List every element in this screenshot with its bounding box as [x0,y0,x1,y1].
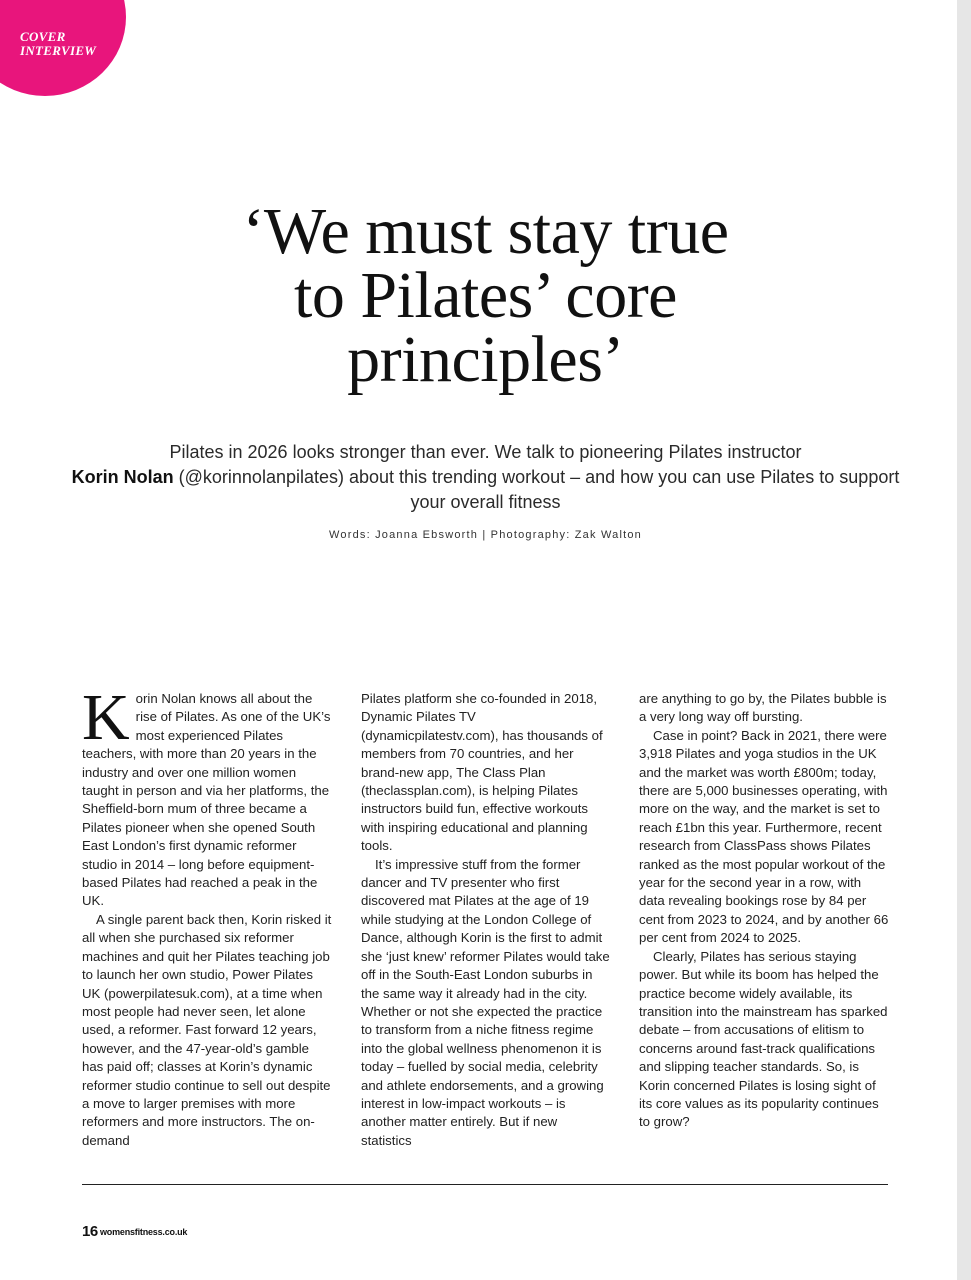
paragraph [82,681,332,911]
credits: Words: Joanna Ebsworth | Photography: Zak Walton [329,529,642,541]
headline-line3: principles’ [347,323,624,396]
headline-line1: ‘We must stay true [242,195,729,268]
paragraph: A single parent back then, Korin risked it all when she purchased six reformer machines and quit her Pilates teaching job to launch her own studio, Power Pilates UK (powerpilatesuk.com), at a time when most people had never seen, let alone used, a reformer. Fast forward 12 years, however, and the 47-year-old’s gamble has paid off; classes at Korin’s dynamic reformer studio continue to sell out despite a move to larger premises with more reformers and more instructors. The on-demand [82,911,332,1148]
paragraph: Clearly, Pilates has serious staying power. But while its boom has helped the practice become widely available, its transition into the mainstream has sparked debate – from accusations of elitism to concerns around fast-track qualifications and slipping teacher standards. So, is Korin concerned Pilates is losing sight of its core values as its popularity continues to grow? [639,948,888,1130]
section-label-line1: COVER [20,29,66,44]
section-label [20,30,96,58]
headline [100,195,871,396]
standfirst [60,440,911,515]
article-column-3 [639,690,889,1132]
section-label-line2: INTERVIEW [20,43,97,58]
standfirst-intro: Pilates in 2026 looks stronger than ever. We talk to pioneering Pilates instructor [169,442,802,462]
paragraph-text: orin Nolan knows all about the rise of Pilates. As one of the UK’s most experienced Pilates teachers, with more than 20 years in the industry and over one million women taught in person and via her platforms, the Sheffield-born mum of three became a Pilates pioneer when she opened South East London’s first dynamic reformer studio in 2014 – long before equipment-based Pilates had reached a peak in the UK. [82,691,331,909]
paragraph: Pilates platform she co-founded in 2018, Dynamic Pilates TV (dynamicpilatestv.com), has thousands of members from 70 countries, and her brand-new app, The Class Plan (theclassplan.com), is helping Pilates instructors build fun, effective workouts with inspiring educational and planning tools. [361,691,603,854]
footer-rule [82,1184,888,1185]
article-column-2 [361,690,611,1150]
headline-line2: to Pilates’ core [294,259,677,332]
interviewee-name: Korin Nolan [71,467,174,487]
standfirst-rest: (@korinnolanpilates) about this trending workout – and how you can use Pilates to support your overall fitness [173,467,900,512]
paragraph: It’s impressive stuff from the former dancer and TV presenter who first discovered mat Pilates at the age of 19 while studying at the London College of Dance, although Korin is the first to admit she ‘just knew’ reformer Pilates would take off in the South-East London suburbs in the same way it already had in the city. Whether or not she expected the practice to transform from a niche fitness regime into the global wellness phenomenon it is today – fuelled by social media, celebrity and athlete endorsements, and a growing interest in low-impact workouts – is another matter entirely. But if new statistics [361,856,610,1148]
drop-cap: K [82,681,130,754]
paragraph: are anything to go by, the Pilates bubble is a very long way off bursting. [639,691,887,725]
paragraph: Case in point? Back in 2021, there were 3,918 Pilates and yoga studios in the UK and the market was worth £800m; today, there are 5,000 businesses operating, with more on the way, and the market is set to reach £1bn this year. Furthermore, recent research from ClassPass shows Pilates ranked as the most popular workout of the year for the second year in a row, with data revealing bookings rose by 84 per cent from 2023 to 2024, and by another 66 per cent from 2024 to 2025. [639,727,889,946]
website-link: womensfitness.co.uk [100,1227,188,1237]
article-column-1 [82,681,332,1150]
page-number: 16 [82,1223,98,1240]
page-edge [957,0,971,1280]
